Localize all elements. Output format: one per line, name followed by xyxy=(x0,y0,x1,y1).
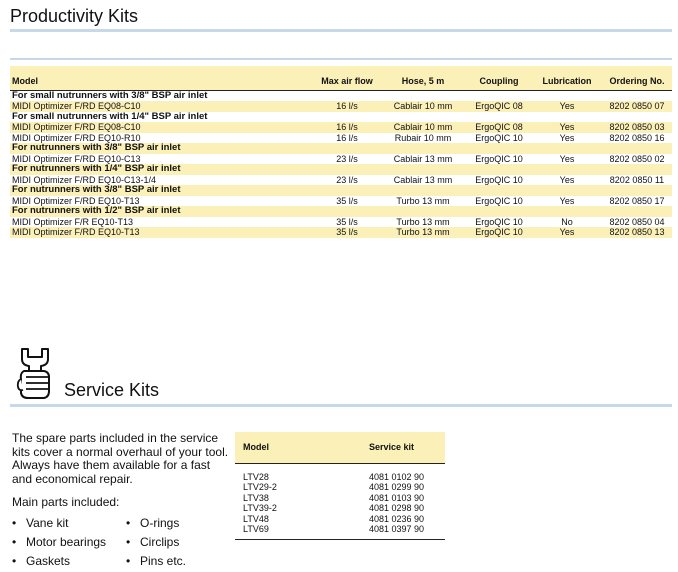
cell-model: MIDI Optimizer F/RD EQ08-C10 xyxy=(10,101,314,112)
cell-hose: Rubair 10 mm xyxy=(394,132,452,143)
col-flow: Max air flow xyxy=(314,66,380,90)
cell-lubrication: Yes xyxy=(532,101,602,112)
group-label: For nutrunners with 3/8" BSP air inlet xyxy=(10,143,672,154)
table-row xyxy=(10,227,672,238)
cell-kit: 4081 0299 90 xyxy=(369,482,425,492)
main-parts-label: Main parts included: xyxy=(12,495,120,509)
cell-kit: 4081 0236 90 xyxy=(369,513,425,524)
cell-ordering: 8202 0850 03 xyxy=(602,122,672,133)
group-label: For nutrunners with 1/2" BSP air inlet xyxy=(10,206,672,217)
table-row xyxy=(10,122,672,133)
productivity-title: Productivity Kits xyxy=(10,6,139,26)
cell-flow: 35 l/s xyxy=(336,216,358,227)
bullet-icon: • xyxy=(12,535,17,549)
cell-lubrication: Yes xyxy=(559,174,575,185)
cell-lubrication: Yes xyxy=(559,132,575,143)
col-model: Model xyxy=(10,66,314,90)
table-row xyxy=(235,514,445,525)
bullet-icon: • xyxy=(126,554,131,568)
cell-hose: Cablair 10 mm xyxy=(380,122,466,133)
cell-hose: Turbo 13 mm xyxy=(396,216,450,227)
table-row xyxy=(235,463,445,482)
cell-kit: 4081 0298 90 xyxy=(369,503,425,513)
service-title: Service Kits xyxy=(64,380,160,400)
table-row xyxy=(235,482,445,493)
cell-lubrication: Yes xyxy=(532,122,602,133)
cell-kit: 4081 0397 90 xyxy=(369,524,425,534)
table-row xyxy=(10,217,672,228)
cell-ordering: 8202 0850 07 xyxy=(602,101,672,112)
bullet-icon: • xyxy=(126,535,131,549)
cell-flow: 35 l/s xyxy=(336,195,358,206)
cell-model: MIDI Optimizer F/RD EQ10-R10 xyxy=(12,132,141,143)
cell-ordering: 8202 0850 11 xyxy=(609,174,665,185)
col-ordering: Ordering No. xyxy=(602,66,672,90)
cell-flow: 16 l/s xyxy=(314,122,380,133)
cell-lubrication: Yes xyxy=(559,153,575,164)
cell-kit: 4081 0102 90 xyxy=(369,471,425,482)
cell-model: MIDI Optimizer F/RD EQ10-C13 xyxy=(12,153,141,164)
cell-coupling: ErgoQIC 10 xyxy=(475,132,523,143)
cell-ordering: 8202 0850 16 xyxy=(609,132,665,143)
cell-model: MIDI Optimizer F/R EQ10-T13 xyxy=(12,216,134,227)
group-row xyxy=(10,206,672,217)
cell-model: LTV29-2 xyxy=(243,482,277,492)
list-item: • Vane kit xyxy=(12,514,106,533)
col-service-kit: Service kit xyxy=(361,432,445,463)
parts-list-right xyxy=(126,514,186,571)
service-kit-table xyxy=(235,432,445,540)
cell-model: LTV38 xyxy=(243,492,269,503)
bullet-icon: • xyxy=(126,516,131,530)
cell-lubrication: Yes xyxy=(532,227,602,238)
group-row xyxy=(10,143,672,154)
group-row xyxy=(10,185,672,196)
list-item: • Gaskets xyxy=(12,552,106,571)
list-item: • Circlips xyxy=(126,533,186,552)
cell-lubrication: No xyxy=(561,216,573,227)
table-row xyxy=(235,524,445,539)
list-item: • Motor bearings xyxy=(12,533,106,552)
cell-coupling: ErgoQIC 08 xyxy=(466,101,532,112)
table-row xyxy=(235,503,445,514)
cell-model: MIDI Optimizer F/RD EQ10-T13 xyxy=(10,227,314,238)
cell-ordering: 8202 0850 02 xyxy=(609,153,665,164)
group-label: For small nutrunners with 1/4" BSP air inlet xyxy=(12,110,208,122)
list-item: • O-rings xyxy=(126,514,186,533)
cell-lubrication: Yes xyxy=(559,195,575,206)
cell-coupling: ErgoQIC 10 xyxy=(475,216,523,227)
cell-coupling: ErgoQIC 10 xyxy=(475,153,523,164)
cell-flow: 16 l/s xyxy=(314,101,380,112)
cell-coupling: ErgoQIC 10 xyxy=(475,195,523,206)
cell-coupling: ErgoQIC 08 xyxy=(466,122,532,133)
productivity-table xyxy=(10,66,672,238)
cell-model: MIDI Optimizer F/RD EQ08-C10 xyxy=(10,122,314,133)
table-row xyxy=(235,493,445,504)
cell-hose: Turbo 13 mm xyxy=(380,227,466,238)
bullet-icon: • xyxy=(12,516,17,530)
cell-model: LTV69 xyxy=(243,524,269,534)
cell-ordering: 8202 0850 17 xyxy=(609,195,665,206)
table-row xyxy=(10,101,672,112)
cell-hose: Turbo 13 mm xyxy=(396,195,450,206)
col-hose: Hose, 5 m xyxy=(380,66,466,90)
cell-model: LTV39-2 xyxy=(243,503,277,513)
group-row xyxy=(10,112,672,123)
cell-ordering: 8202 0850 04 xyxy=(609,216,665,227)
cell-flow: 16 l/s xyxy=(336,132,358,143)
cell-model: LTV48 xyxy=(243,513,269,524)
cell-model: MIDI Optimizer F/RD EQ10-T13 xyxy=(12,195,140,206)
group-row xyxy=(10,90,672,101)
cell-coupling: ErgoQIC 10 xyxy=(475,174,523,185)
cell-kit: 4081 0103 90 xyxy=(369,492,425,503)
parts-list-left xyxy=(12,514,106,571)
cell-hose: Cablair 13 mm xyxy=(393,174,453,185)
cell-model: LTV28 xyxy=(243,471,269,482)
cell-hose: Cablair 13 mm xyxy=(393,153,453,164)
wrench-hand-icon xyxy=(14,345,58,401)
col-lubrication: Lubrication xyxy=(532,66,602,90)
section-rule xyxy=(10,58,672,60)
col-model: Model xyxy=(235,432,361,463)
bullet-icon: • xyxy=(12,554,17,568)
cell-ordering: 8202 0850 13 xyxy=(602,227,672,238)
title-rule xyxy=(10,29,672,32)
cell-flow: 23 l/s xyxy=(336,153,358,164)
service-intro: The spare parts included in the service kits cover a normal overhaul of your tool. Always have them available for a fast and economical repair. xyxy=(12,431,229,486)
group-label: For nutrunners with 3/8" BSP air inlet xyxy=(10,185,672,196)
cell-coupling: ErgoQIC 10 xyxy=(466,227,532,238)
cell-model: MIDI Optimizer F/RD EQ10-C13-1/4 xyxy=(12,174,157,185)
group-label: For nutrunners with 1/4" BSP air inlet xyxy=(10,164,672,175)
group-label: For small nutrunners with 3/8" BSP air inlet xyxy=(10,90,672,101)
table-header-row xyxy=(235,432,445,463)
group-row xyxy=(10,164,672,175)
table-header-row xyxy=(10,66,672,90)
list-item: • Pins etc. xyxy=(126,552,186,571)
service-rule xyxy=(10,404,672,407)
cell-hose: Cablair 10 mm xyxy=(380,101,466,112)
col-coupling: Coupling xyxy=(466,66,532,90)
cell-flow: 35 l/s xyxy=(314,227,380,238)
cell-flow: 23 l/s xyxy=(336,174,358,185)
